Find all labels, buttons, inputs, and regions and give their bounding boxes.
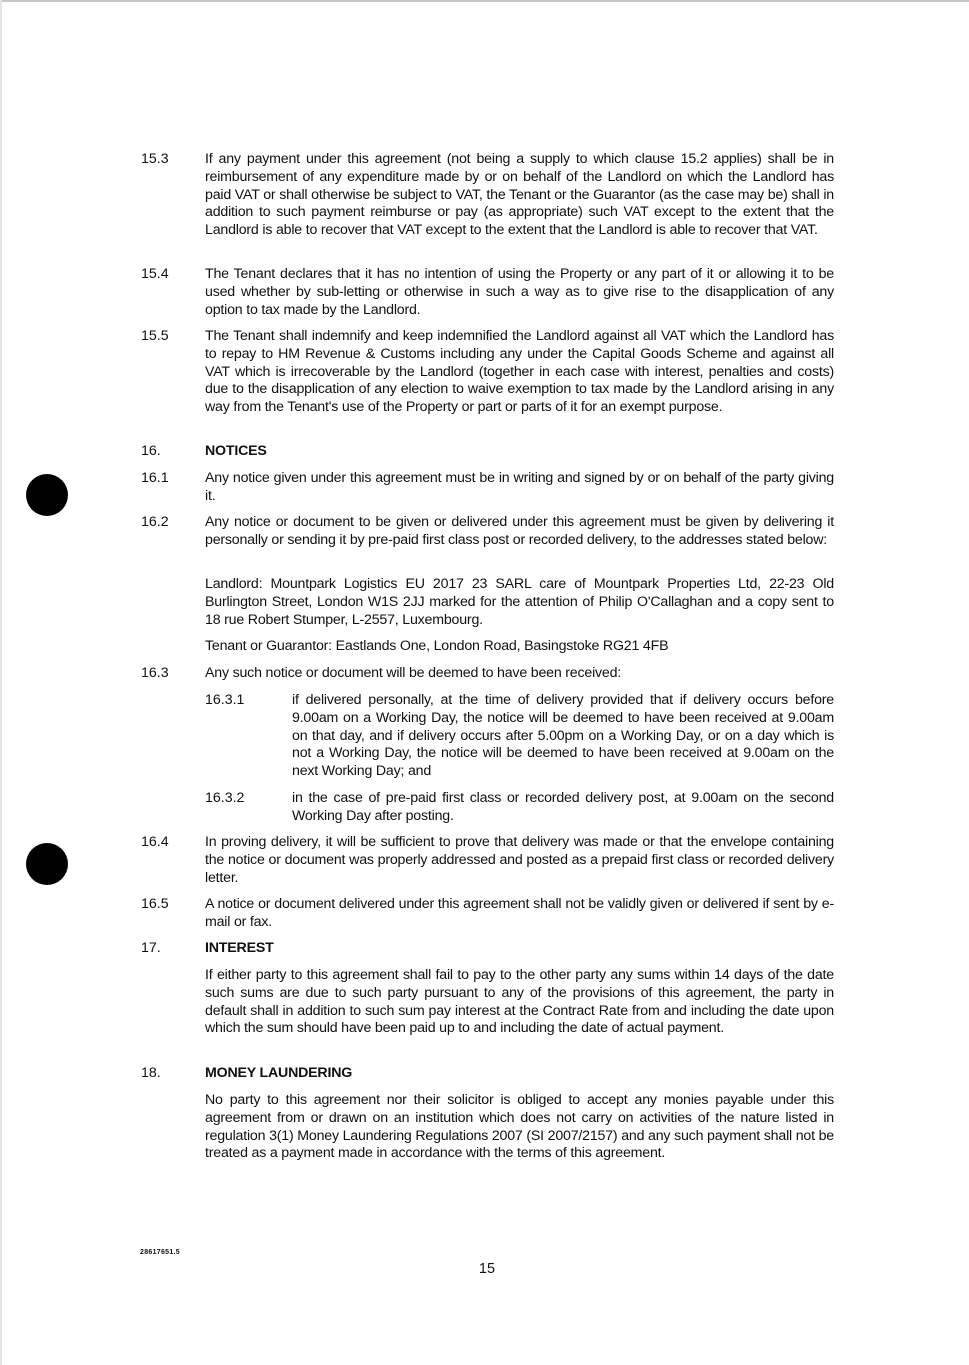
punch-hole-mark-top	[26, 474, 68, 516]
clause-number: 16.4	[141, 834, 169, 850]
clause-number: 16.1	[141, 470, 169, 486]
clause-number: 16.2	[141, 514, 169, 530]
page-number: 15	[478, 1261, 496, 1277]
subclause-number: 16.3.1	[205, 692, 245, 708]
section-number: 18.	[141, 1065, 161, 1081]
section-heading-notices: NOTICES	[205, 443, 267, 459]
clause-16-3-2-text: in the case of pre-paid first class or recorded delivery post, at 9.00am on the second Working Day after posting.	[292, 790, 834, 824]
clause-16-4-text: In proving delivery, it will be sufficient to prove that delivery was made or that the envelope containing the notice or document was properly addressed and posted as a prepaid first class or recorded delivery letter.	[205, 834, 834, 886]
clause-16-3-1-text: if delivered personally, at the time of delivery provided that if delivery occurs before 9.00am on a Working Day, the notice will be deemed to have been received at 9.00am on that day, and if delivery occurs after 5.00pm on a Working Day, or on a day which is not a Working Day, the notice will be deemed to have been received at 9.00am on the next Working Day; and	[292, 692, 834, 780]
scan-top-edge	[0, 0, 969, 2]
clause-15-5-text: The Tenant shall indemnify and keep indemnified the Landlord against all VAT which the Landlord has to repay to HM Revenue & Customs including any under the Capital Goods Scheme and against all VAT which is irrecoverable by the Landlord (together in each case with interest, penalties and costs) due to the disapplication of any election to waive exemption to tax made by the Landlord arising in any way from the Tenant's use of the Property or part or parts of it for an exempt purpose.	[205, 328, 834, 416]
clause-number: 15.5	[141, 328, 169, 344]
clause-16-3-text: Any such notice or document will be deemed to have been received:	[205, 665, 622, 681]
clause-number: 16.3	[141, 665, 169, 681]
clause-16-5-text: A notice or document delivered under this agreement shall not be validly given or delivered if sent by e-mail or fax.	[205, 896, 834, 930]
clause-15-3-text: If any payment under this agreement (not being a supply to which clause 15.2 applies) shall be in reimbursement of any expenditure made by or on behalf of the Landlord on which the Landlord has paid VAT or shall otherwise be subject to VAT, the Tenant or the Guarantor (as the case may be) shall in addition to such payment reimburse or pay (as appropriate) such VAT except to the extent that the Landlord is able to recover that VAT except to the extent that the Landlord is able to recover that VAT.	[205, 151, 834, 239]
section-heading-interest: INTEREST	[205, 940, 274, 956]
clause-number: 15.4	[141, 266, 169, 282]
tenant-address: Tenant or Guarantor: Eastlands One, London Road, Basingstoke RG21 4FB	[205, 638, 669, 654]
punch-hole-mark-bottom	[26, 843, 68, 885]
clause-16-2-text: Any notice or document to be given or delivered under this agreement must be given by delivering it personally or sending it by pre-paid first class post or recorded delivery, to the addresses stated below:	[205, 514, 834, 548]
section-number: 17.	[141, 940, 161, 956]
clause-number: 16.5	[141, 896, 169, 912]
interest-text: If either party to this agreement shall fail to pay to the other party any sums within 14 days of the date such sums are due to such party pursuant to any of the provisions of this agreement, the party in default shall in addition to such sum pay interest at the Contract Rate from and including the date upon which the sum should have been paid up to and including the date of actual payment.	[205, 967, 834, 1037]
clause-number: 15.3	[141, 151, 169, 167]
section-heading-money-laundering: MONEY LAUNDERING	[205, 1065, 353, 1081]
subclause-number: 16.3.2	[205, 790, 245, 806]
document-reference: 28617651.5	[140, 1249, 180, 1256]
clause-15-4-text: The Tenant declares that it has no intention of using the Property or any part of it or allowing it to be used whether by sub-letting or otherwise in such a way as to give rise to the disapplication of any option to tax made by the Landlord.	[205, 266, 834, 318]
section-number: 16.	[141, 443, 161, 459]
money-laundering-text: No party to this agreement nor their solicitor is obliged to accept any monies payable under this agreement from or drawn on an institution which does not carry on activities of the nature listed in regulation 3(1) Money Laundering Regulations 2007 (SI 2007/2157) and any such payment shall not be treated as a payment made in accordance with the terms of this agreement.	[205, 1092, 834, 1162]
landlord-address: Landlord: Mountpark Logistics EU 2017 23 SARL care of Mountpark Properties Ltd, 22-23 Old Burlington Street, London W1S 2JJ marked for the attention of Philip O'Callaghan and a copy sent to 18 rue Robert Stumper, L-2557, Luxembourg.	[205, 576, 834, 628]
scan-left-edge	[0, 0, 2, 1365]
clause-16-1-text: Any notice given under this agreement must be in writing and signed by or on behalf of the party giving it.	[205, 470, 834, 504]
